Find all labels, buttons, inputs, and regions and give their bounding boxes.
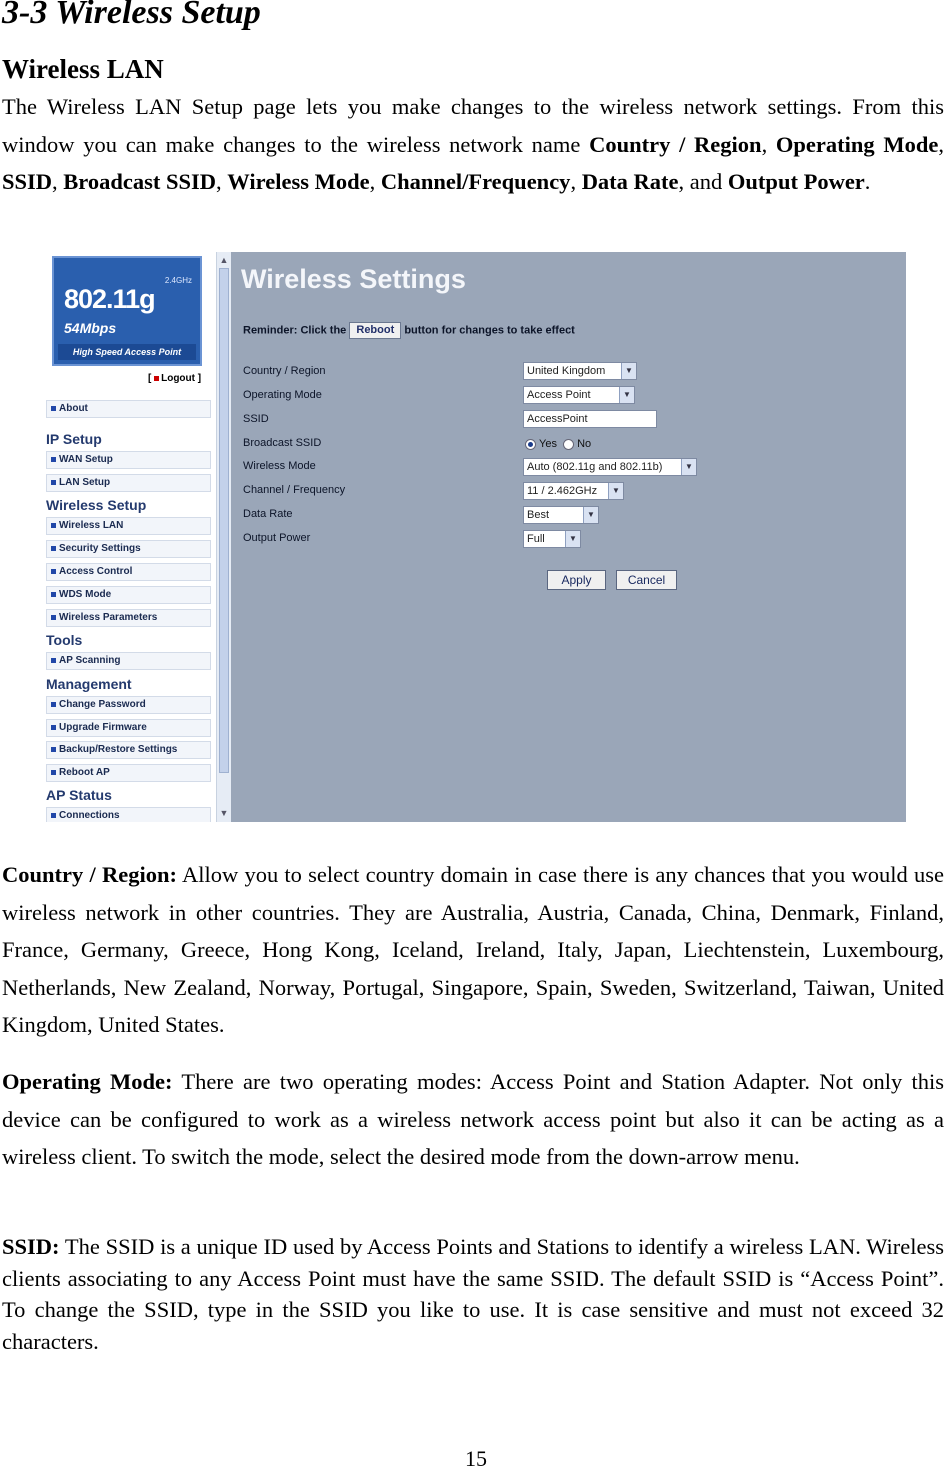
country-select[interactable]: United Kingdom ▼ xyxy=(523,362,637,380)
logout-icon xyxy=(154,376,159,381)
bullet-icon xyxy=(51,480,56,485)
chevron-down-icon: ▼ xyxy=(681,459,696,475)
country-region-paragraph: Country / Region: Allow you to select country domain in case there is any chances that you would use wireless network in other countries. They are Australia, Austria, Canada, China, Denmark, Finland, France, Germany, Greece, Hong Kong, Iceland, Ireland, Italy, Japan, Liechtenstein, Luxembourg, Netherlands, New Zealand, Norway, Portugal, Singapore, Spain, Sweden, Switzerland, Taiwan, United Kingdom, United States. xyxy=(2,862,945,1037)
scroll-down-icon[interactable]: ▼ xyxy=(219,808,229,818)
bullet-icon xyxy=(51,546,56,551)
radio-no[interactable] xyxy=(563,439,574,450)
sidebar-item-wan-setup[interactable]: WAN Setup xyxy=(46,451,211,469)
chevron-down-icon: ▼ xyxy=(565,531,580,547)
radio-yes[interactable] xyxy=(525,439,536,450)
chevron-down-icon: ▼ xyxy=(621,363,636,379)
ssid-paragraph: SSID: The SSID is a unique ID used by Access Points and Stations to identify a wireless LAN. Wireless clients associating to any Access Point must have the same SSID. The default SSID is “Access Point”. To change the SSID, type in the SSID you like to use. It is case sensitive and must not exceed 32 characters. xyxy=(2,1234,944,1354)
label-data-rate: Data Rate xyxy=(243,508,293,520)
wireless-mode-select[interactable]: Auto (802.11g and 802.11b) ▼ xyxy=(523,458,697,476)
cancel-button[interactable]: Cancel xyxy=(616,570,677,590)
bullet-icon xyxy=(51,457,56,462)
bullet-icon xyxy=(51,658,56,663)
wireless-settings-screenshot xyxy=(44,252,906,822)
panel-title: Wireless Settings xyxy=(241,264,466,294)
sidebar-item-lan-setup[interactable]: LAN Setup xyxy=(46,474,211,492)
bullet-icon xyxy=(51,592,56,597)
sidebar-item-access-control[interactable]: Access Control xyxy=(46,563,211,581)
label-wireless-mode: Wireless Mode xyxy=(243,460,316,472)
label-ssid: SSID xyxy=(243,413,269,425)
intro-paragraph: The Wireless LAN Setup page lets you make changes to the wireless network settings. From this window you can make changes to the wireless network name Country / Region, Operating Mode, SSID, Broadcast SSID, Wireless Mode, Channel/Frequency, Data Rate, and Output Power. xyxy=(2,94,945,194)
operating-mode-paragraph: Operating Mode: There are two operating modes: Access Point and Station Adapter. Not only this device can be configured to work as a wireless network access point but also it can be acting as a wireless client. To switch the mode, select the desired mode from the down-arrow menu. xyxy=(2,1069,944,1169)
sidebar-item-ap-scanning[interactable]: AP Scanning xyxy=(46,652,211,670)
sidebar xyxy=(44,252,216,822)
scrollbar-thumb[interactable] xyxy=(219,268,229,773)
logo-speed: 54Mbps xyxy=(64,320,117,336)
scroll-up-icon[interactable]: ▲ xyxy=(219,255,229,265)
sidebar-section-wireless-setup: Wireless Setup xyxy=(46,497,147,513)
operating-mode-select[interactable]: Access Point ▼ xyxy=(523,386,635,404)
ssid-input[interactable]: AccessPoint xyxy=(523,410,657,428)
logo-tagline: High Speed Access Point xyxy=(58,344,196,360)
bullet-icon xyxy=(51,770,56,775)
reboot-button[interactable]: Reboot xyxy=(349,322,401,339)
bullet-icon xyxy=(51,615,56,620)
bullet-icon xyxy=(51,813,56,818)
product-logo xyxy=(52,256,202,366)
label-country: Country / Region xyxy=(243,365,326,377)
section-heading: 3-3 Wireless Setup xyxy=(2,0,261,31)
logout-link[interactable]: [ Logout ] xyxy=(148,373,202,384)
broadcast-ssid-radios: Yes No xyxy=(525,438,591,450)
bullet-icon xyxy=(51,725,56,730)
sidebar-item-backup-restore[interactable]: Backup/Restore Settings xyxy=(46,741,211,759)
bullet-icon xyxy=(51,523,56,528)
logo-standard: 802.11g xyxy=(64,284,155,314)
channel-select[interactable]: 11 / 2.462GHz ▼ xyxy=(523,482,624,500)
logo-ghz: 2.4GHz xyxy=(164,276,192,285)
sidebar-section-tools: Tools xyxy=(46,632,83,648)
subsection-heading: Wireless LAN xyxy=(2,54,164,84)
sidebar-section-management: Management xyxy=(46,676,132,692)
chevron-down-icon: ▼ xyxy=(608,483,623,499)
data-rate-select[interactable]: Best ▼ xyxy=(523,506,599,524)
label-operating-mode: Operating Mode xyxy=(243,389,322,401)
label-channel: Channel / Frequency xyxy=(243,484,346,496)
sidebar-item-connections[interactable]: Connections xyxy=(46,807,211,822)
settings-panel xyxy=(231,252,906,822)
bullet-icon xyxy=(51,702,56,707)
sidebar-item-about[interactable]: About xyxy=(46,400,211,418)
page-number: 15 xyxy=(465,1446,487,1471)
sidebar-item-wds-mode[interactable]: WDS Mode xyxy=(46,586,211,604)
sidebar-item-change-password[interactable]: Change Password xyxy=(46,696,211,714)
chevron-down-icon: ▼ xyxy=(583,507,598,523)
sidebar-item-wireless-lan[interactable]: Wireless LAN xyxy=(46,517,211,535)
bullet-icon xyxy=(51,747,56,752)
sidebar-section-ap-status: AP Status xyxy=(46,787,112,803)
output-power-select[interactable]: Full ▼ xyxy=(523,530,581,548)
label-broadcast-ssid: Broadcast SSID xyxy=(243,437,322,449)
sidebar-item-wireless-parameters[interactable]: Wireless Parameters xyxy=(46,609,211,627)
sidebar-item-reboot-ap[interactable]: Reboot AP xyxy=(46,764,211,782)
sidebar-scrollbar[interactable] xyxy=(216,252,231,822)
sidebar-section-ip-setup: IP Setup xyxy=(46,431,102,447)
bullet-icon xyxy=(51,406,56,411)
bullet-icon xyxy=(51,569,56,574)
chevron-down-icon: ▼ xyxy=(619,387,634,403)
sidebar-item-security-settings[interactable]: Security Settings xyxy=(46,540,211,558)
reboot-reminder: Reminder: Click the Reboot button for changes to take effect xyxy=(243,322,575,339)
sidebar-item-upgrade-firmware[interactable]: Upgrade Firmware xyxy=(46,719,211,737)
apply-button[interactable]: Apply xyxy=(547,570,606,590)
label-output-power: Output Power xyxy=(243,532,311,544)
